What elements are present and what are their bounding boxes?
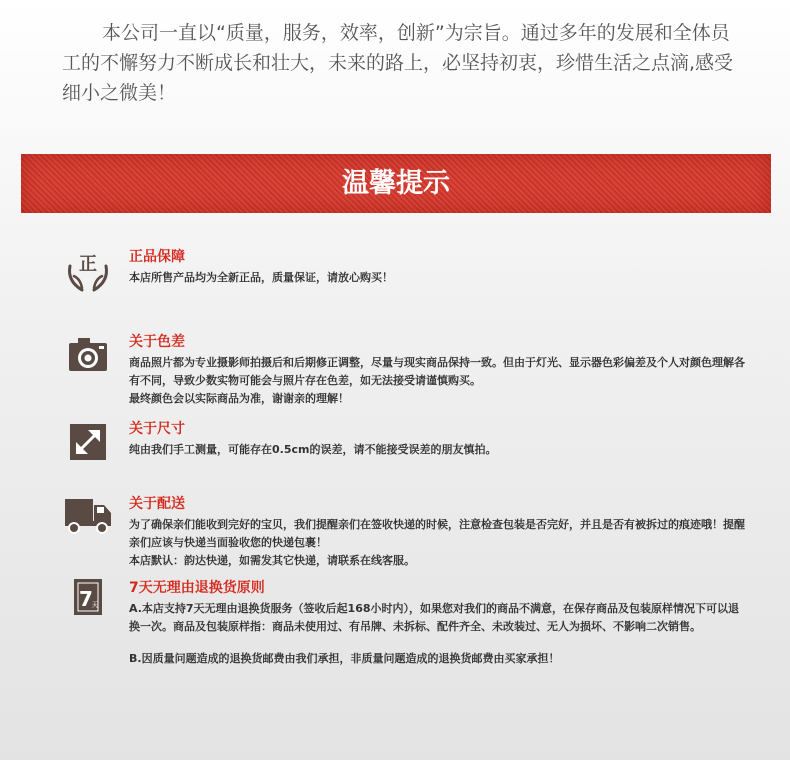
section-line: 本店所售产品均为全新正品，质量保证，请放心购买！ bbox=[129, 271, 393, 284]
camera-icon bbox=[64, 331, 112, 379]
section-body bbox=[129, 269, 749, 287]
calendar-icon-number: 7 bbox=[79, 587, 93, 611]
section-line: 本店默认：韵达快递，如需发其它快递，请联系在线客服。 bbox=[129, 554, 415, 567]
resize-arrow-icon bbox=[64, 418, 112, 466]
section-body bbox=[129, 600, 749, 668]
calendar-icon-unit: 天 bbox=[91, 601, 99, 609]
section-body bbox=[129, 354, 749, 408]
section-title: 关于尺寸 bbox=[129, 421, 185, 437]
section-title: 7天无理由退换货原则 bbox=[129, 580, 265, 596]
section-line: 为了确保亲们能收到完好的宝贝，我们提醒亲们在签收快递的时候，注意检查包装是否完好，并且是否有被拆过的痕迹哦！提醒亲们应该与快递当面验收您的快递包裹！ bbox=[129, 518, 745, 549]
section-body bbox=[129, 516, 749, 570]
tips-banner: 温馨提示 bbox=[21, 154, 771, 213]
section-line: A.本店支持7天无理由退换货服务（签收后起168小时内），如果您对我们的商品不满意，在保存商品及包装原样情况下可以退换一次。商品及包装原样指：商品未使用过、有吊牌、未拆标、配件齐全、未改装过、无人为损坏、不影响二次销售。 bbox=[129, 602, 740, 633]
delivery-truck-icon bbox=[64, 493, 112, 541]
section-title: 关于配送 bbox=[129, 496, 185, 512]
section-body bbox=[129, 441, 749, 459]
section-line: 最终颜色会以实际商品为准，谢谢亲的理解！ bbox=[129, 392, 349, 405]
seven-day-calendar-icon bbox=[64, 577, 112, 625]
company-intro: 本公司一直以“质量，服务，效率，创新”为宗旨。通过多年的发展和全体员工的不懈努力不断成长和壮大，未来的路上，必坚持初衷，珍惜生活之点滴,感受细小之微美！ bbox=[62, 22, 734, 104]
section-line: B.因质量问题造成的退换货邮费由我们承担，非质量问题造成的退换货邮费由买家承担！ bbox=[129, 652, 560, 665]
genuine-icon-char: 正 bbox=[79, 254, 97, 275]
section-line: 纯由我们手工测量，可能存在0.5cm的误差，请不能接受误差的朋友慎拍。 bbox=[129, 443, 497, 456]
section-title: 关于色差 bbox=[129, 334, 185, 350]
section-title: 正品保障 bbox=[129, 249, 185, 265]
section-line: 商品照片都为专业摄影师拍摄后和后期修正调整，尽量与现实商品保持一致。但由于灯光、显示器色彩偏差及个人对颜色理解各有不同，导致少数实物可能会与照片存在色差，如无法接受请谨慎购买。 bbox=[129, 356, 745, 387]
genuine-hands-icon bbox=[64, 246, 112, 294]
